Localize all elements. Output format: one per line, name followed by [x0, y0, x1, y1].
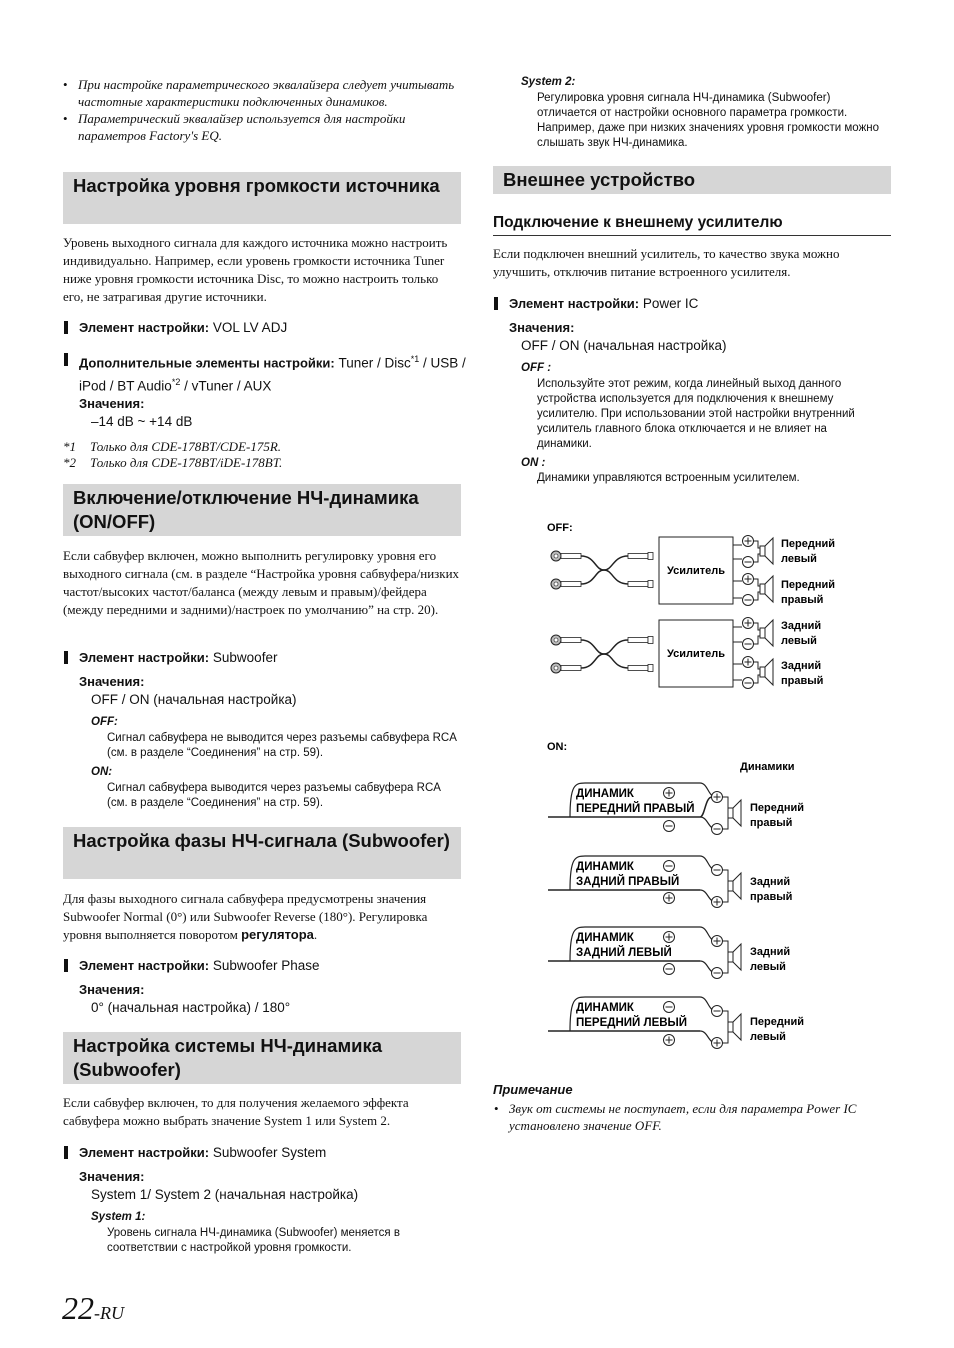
note-item: • Звук от системы не поступает, если для параметра Power IC установлено значение OFF.	[493, 1100, 891, 1134]
speaker-label: Передний	[781, 579, 836, 591]
page-number-value: 22	[62, 1290, 94, 1326]
section-title-source-volume: Настройка уровня громкости источника	[63, 172, 461, 224]
section-body: Уровень выходного сигнала для каждого источника можно настроить индивидуально. Например, если уровень громкости источника Tuner ниже уровня громкости источника Disc, то можно настроить только его, не затрагивая другие источники.	[63, 235, 448, 304]
plus-icon	[743, 574, 754, 585]
off-diagram-label: OFF:	[547, 522, 573, 534]
setting-label: Элемент настройки:	[79, 320, 210, 335]
section-title-external-device: Внешнее устройство	[493, 166, 891, 194]
plus-icon	[743, 618, 754, 629]
body-text: .	[313, 927, 318, 942]
minus-icon	[712, 865, 723, 876]
plus-icon	[664, 1035, 675, 1046]
section-body: Если сабвуфер включен, можно выполнить регулировку уровня его выходного сигнала (см. в разделе “Настройка уровня сабвуфера/низких частот/высоких частот/баланса (между левым и правым)/фейдера (между передними и задними)/настроек по умолчанию” на стр. 20).	[63, 548, 460, 617]
footnote-key: *2	[63, 455, 76, 470]
rca-jack	[628, 553, 653, 560]
wire-label: ДИНАМИК	[576, 788, 634, 800]
speaker-icon	[760, 620, 773, 646]
minus-icon	[743, 678, 754, 689]
footnote-ref: *2	[171, 376, 181, 387]
page-number-suffix: -RU	[94, 1303, 124, 1323]
speaker-icon	[760, 576, 773, 602]
speaker-icon	[728, 1014, 741, 1040]
minus-icon	[664, 861, 675, 872]
extra-item-text: / vTuner / AUX	[180, 378, 272, 393]
extra-setting-items	[63, 350, 477, 395]
option-label: OFF :	[521, 362, 552, 374]
setting-value: Subwoofer Phase	[212, 958, 320, 973]
wire-label: ПЕРЕДНИЙ ЛЕВЫЙ	[576, 1017, 688, 1029]
wire-label: ДИНАМИК	[576, 932, 634, 944]
plus-icon	[664, 932, 675, 943]
minus-icon	[664, 1002, 675, 1013]
rca-plug	[551, 663, 581, 673]
option-label: OFF:	[91, 716, 118, 728]
setting-value: Power IC	[642, 296, 699, 311]
option-label: System 2:	[521, 76, 576, 88]
footnote	[63, 439, 281, 455]
speaker-wire-front-right	[548, 783, 804, 835]
wire-label: ПЕРЕДНИЙ ПРАВЫЙ	[576, 803, 695, 815]
intro-notes	[62, 76, 462, 144]
plus-icon	[712, 897, 723, 908]
values-text: –14 dB ~ +14 dB	[91, 414, 193, 429]
setting-value: Subwoofer	[212, 650, 278, 665]
speaker-label: правый	[781, 675, 824, 687]
plus-icon	[712, 936, 723, 947]
wire-label: ДИНАМИК	[576, 1002, 634, 1014]
option-text: Сигнал сабвуфера выводится через разъемы сабвуфера RCA (см. в разделе “Соединения” на стр. 59).	[107, 782, 441, 809]
setting-label: Элемент настройки:	[79, 1145, 210, 1160]
footnote-text: Только для CDE-178BT/iDE-178BT.	[90, 455, 283, 470]
minus-icon	[743, 595, 754, 606]
amp-group-rear	[551, 618, 823, 689]
option-label: ON :	[521, 457, 546, 469]
speaker-wire-rear-right	[548, 856, 792, 908]
minus-icon	[664, 821, 675, 832]
on-wiring-diagram	[540, 735, 890, 1055]
amplifier-label: Усилитель	[666, 648, 726, 660]
rca-jack	[628, 581, 653, 588]
speaker-label: левый	[750, 961, 786, 973]
values-label: Значения:	[79, 396, 145, 411]
minus-icon	[712, 824, 723, 835]
page-number	[62, 1290, 124, 1327]
speaker-label: Задний	[781, 660, 822, 672]
values-text: OFF / ON (начальная настройка)	[521, 338, 727, 353]
values-label: Значения:	[79, 674, 145, 689]
speaker-wire-front-left	[548, 997, 804, 1049]
speaker-icon	[760, 538, 773, 564]
note-title: Примечание	[493, 1082, 573, 1097]
extra-item-text: / USB / iPod / BT Audio	[79, 355, 466, 393]
speaker-label: левый	[781, 553, 817, 565]
footnote-ref: *1	[410, 354, 420, 364]
section-title-subwoofer-phase: Настройка фазы НЧ-сигнала (Subwoofer)	[63, 827, 461, 879]
speaker-label: Задний	[750, 946, 791, 958]
setting-value: VOL LV ADJ	[212, 320, 288, 335]
setting-item	[493, 294, 907, 313]
setting-label: Дополнительные элементы настройки:	[79, 355, 335, 371]
speaker-icon	[728, 800, 741, 826]
speaker-label: правый	[750, 891, 793, 903]
note-list	[493, 1100, 891, 1134]
extra-item-text: Tuner / Disc	[338, 355, 411, 371]
setting-label: Элемент настройки:	[79, 958, 210, 973]
setting-item	[63, 1143, 477, 1162]
speaker-label: Задний	[750, 876, 791, 888]
values-text: OFF / ON (начальная настройка)	[91, 692, 297, 707]
setting-label: Элемент настройки:	[79, 650, 210, 665]
plus-icon	[664, 893, 675, 904]
setting-label: Элемент настройки:	[509, 296, 640, 311]
plus-icon	[664, 788, 675, 799]
wire-label: ДИНАМИК	[576, 861, 634, 873]
footnote-key: *1	[63, 439, 76, 454]
option-text: Динамики управляются встроенным усилителем.	[537, 472, 800, 484]
speakers-header: Динамики	[740, 761, 795, 773]
wire-label: ЗАДНИЙ ПРАВЫЙ	[576, 876, 680, 888]
plus-icon	[743, 657, 754, 668]
rca-plug	[551, 635, 581, 645]
body-bold: регулятора	[241, 927, 314, 942]
minus-icon	[743, 557, 754, 568]
speaker-icon	[728, 873, 741, 899]
section-title-subwoofer-onoff: Включение/отключение НЧ-динамика (ON/OFF)	[63, 484, 461, 536]
section-body: Если подключен внешний усилитель, то качество звука можно улучшить, отключив питание встроенного усилителя.	[493, 246, 840, 279]
footnote	[63, 455, 282, 471]
speaker-label: Задний	[781, 620, 822, 632]
footnote-text: Только для CDE-178BT/CDE-175R.	[90, 439, 282, 454]
speaker-label: левый	[781, 635, 817, 647]
speaker-label: Передний	[781, 538, 836, 550]
minus-icon	[743, 639, 754, 650]
speaker-label: правый	[750, 817, 793, 829]
values-text: 0° (начальная настройка) / 180°	[91, 1000, 291, 1015]
setting-item	[63, 648, 477, 667]
option-text: Регулировка уровня сигнала НЧ-динамика (Subwoofer) отличается от настройки основного параметра громкости. Например, даже при низких значениях уровня громкости можно слышать звук НЧ-динамика.	[537, 92, 880, 149]
values-text: System 1/ System 2 (начальная настройка)	[91, 1187, 359, 1202]
on-diagram-label: ON:	[547, 741, 568, 753]
option-text: Используйте этот режим, когда линейный выход данного устройства используется для подключения к внешнему усилителю. При использовании этой настройки внутренний усилитель главного блока отключается и не влияет на динамики.	[537, 378, 855, 450]
plus-icon	[712, 792, 723, 803]
rca-plug	[551, 551, 581, 561]
rca-jack	[628, 637, 653, 644]
minus-icon	[664, 964, 675, 975]
amplifier-label: Усилитель	[666, 565, 726, 577]
speaker-wire-rear-left	[548, 927, 790, 979]
amp-group-front	[551, 536, 835, 607]
section-title-subwoofer-system: Настройка системы НЧ-динамика (Subwoofer)	[63, 1032, 461, 1084]
values-label: Значения:	[79, 1169, 145, 1184]
speaker-label: Передний	[750, 1016, 805, 1028]
subsection-title: Подключение к внешнему усилителю	[493, 214, 891, 236]
option-text: Уровень сигнала НЧ-динамика (Subwoofer) меняется в соответствии с настройкой уровня громкости.	[107, 1227, 400, 1254]
minus-icon	[712, 968, 723, 979]
setting-value: Subwoofer System	[212, 1145, 327, 1160]
setting-item	[63, 956, 477, 975]
option-text: Сигнал сабвуфера не выводится через разъемы сабвуфера RCA (см. в разделе “Соединения” на стр. 59).	[107, 732, 457, 759]
intro-note: • При настройке параметрического эквалайзера следует учитывать частотные характеристики подключенных динамиков.	[62, 76, 462, 110]
setting-item	[63, 318, 477, 337]
body-text: Для фазы выходного сигнала сабвуфера предусмотрены значения Subwoofer Normal (0°) или Subwoofer Reverse (180°). Регулировка уровня выполняется поворотом	[63, 891, 428, 942]
option-label: System 1:	[91, 1211, 146, 1223]
values-label: Значения:	[79, 982, 145, 997]
section-body	[63, 890, 461, 944]
rca-jack	[628, 665, 653, 672]
option-label: ON:	[91, 766, 113, 778]
speaker-label: правый	[781, 594, 824, 606]
intro-note: • Параметрический эквалайзер используется для настройки параметров Factory's EQ.	[62, 110, 462, 144]
speaker-label: левый	[750, 1031, 786, 1043]
section-body: Если сабвуфер включен, то для получения желаемого эффекта сабвуфера можно выбрать значение System 1 или System 2.	[63, 1095, 409, 1128]
rca-plug	[551, 579, 581, 589]
minus-icon	[712, 1006, 723, 1017]
plus-icon	[712, 1038, 723, 1049]
values-label: Значения:	[509, 320, 575, 335]
wire-label: ЗАДНИЙ ЛЕВЫЙ	[576, 947, 672, 959]
speaker-label: Передний	[750, 802, 805, 814]
plus-icon	[743, 536, 754, 547]
off-wiring-diagram	[540, 515, 890, 695]
speaker-icon	[728, 944, 741, 970]
speaker-icon	[760, 659, 773, 685]
